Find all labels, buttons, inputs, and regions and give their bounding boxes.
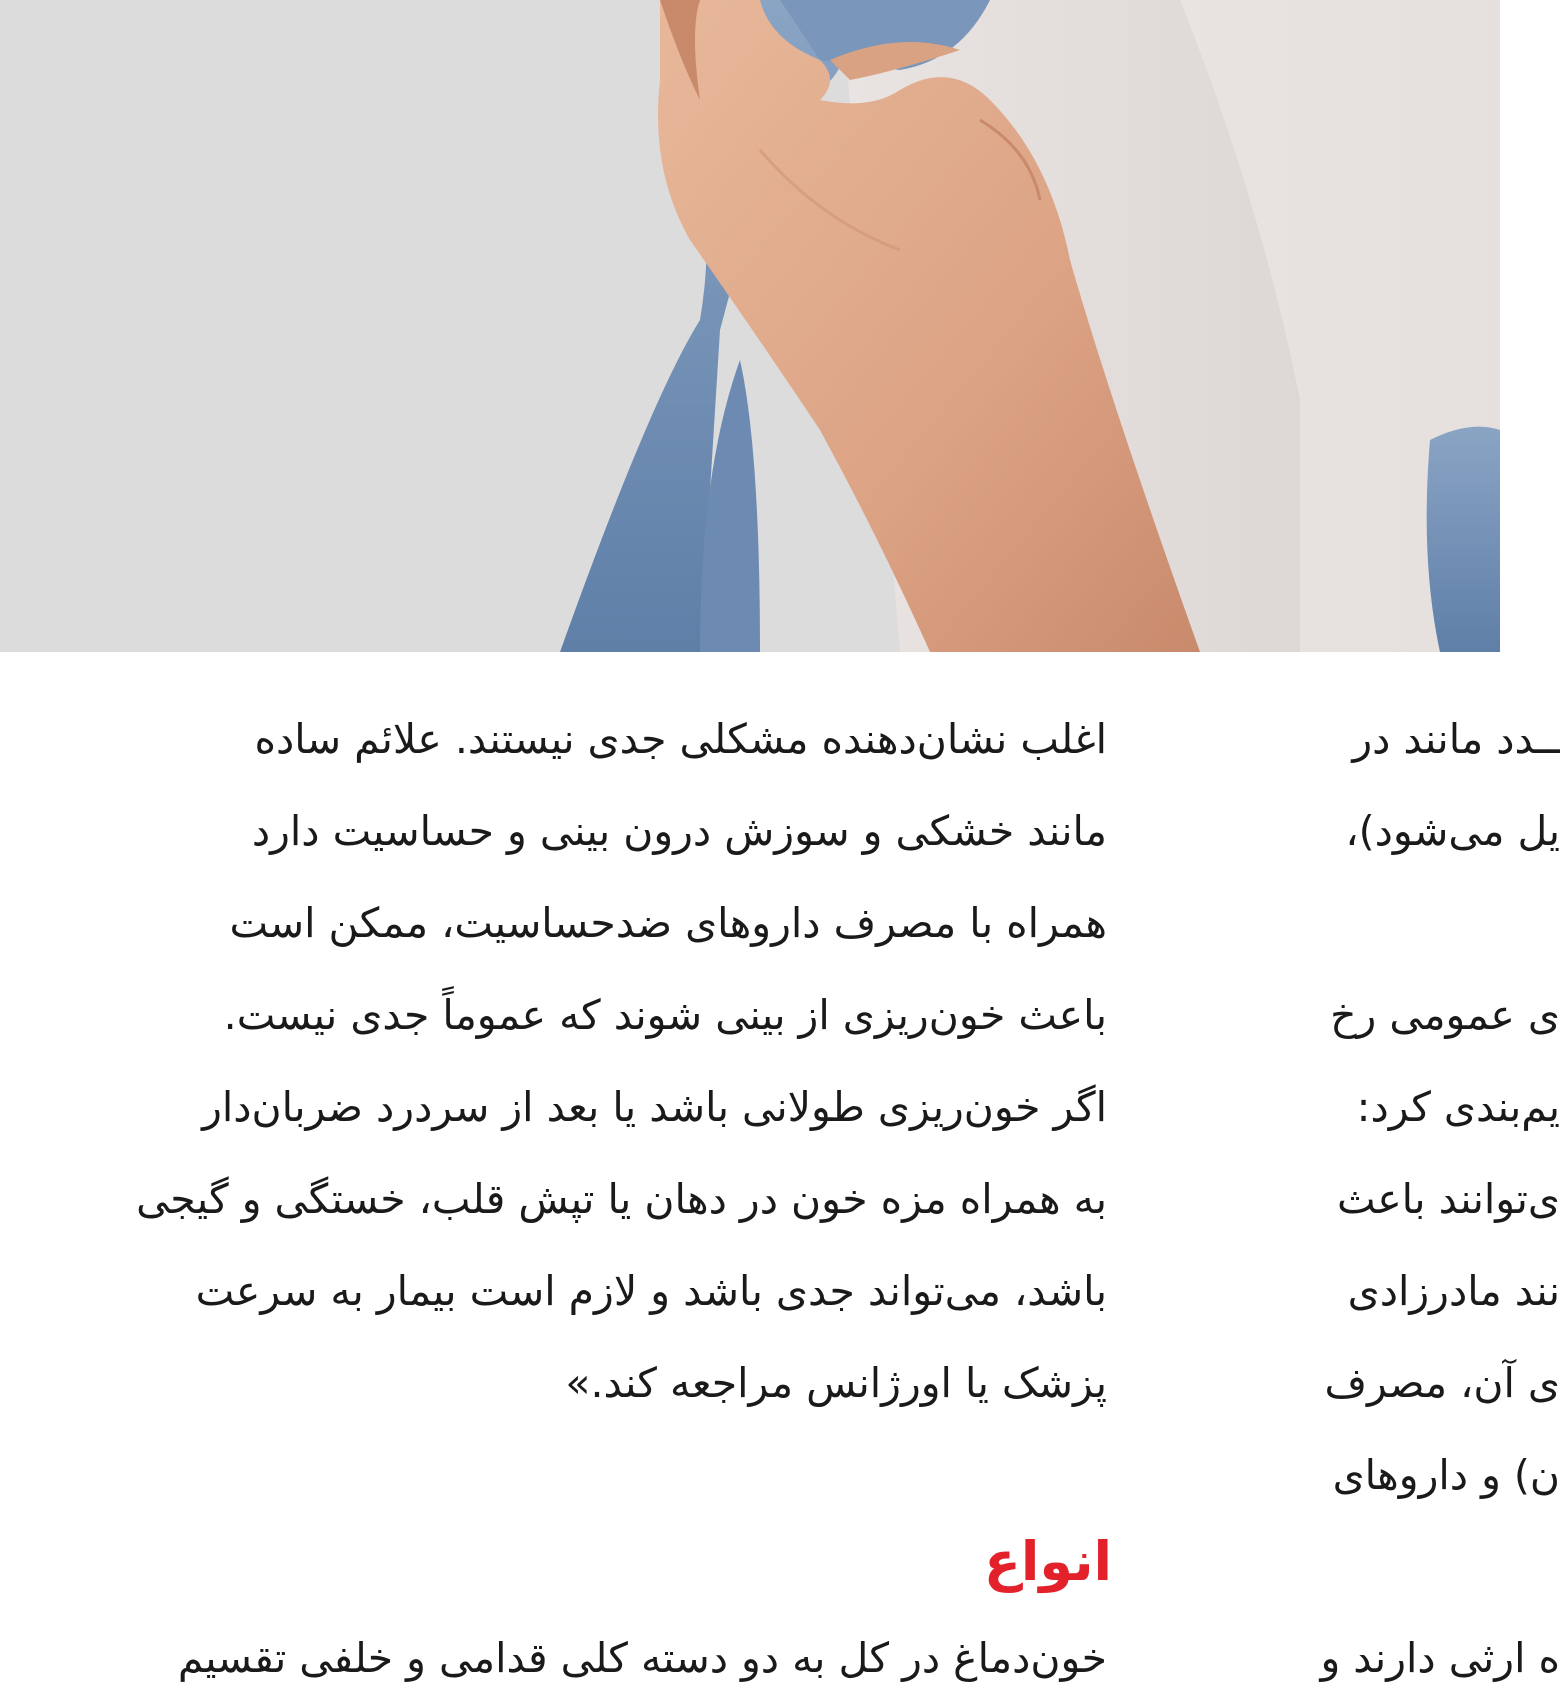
article-side-column	[1220, 693, 1560, 1521]
side-line-9: ن) و داروهای	[1332, 1451, 1560, 1499]
side-line-3	[1220, 877, 1560, 969]
main-line-last: خون‌دماغ در کل به دو دسته کلی قدامی و خلفی تقسیم	[177, 1634, 1107, 1682]
main-line-3: همراه با مصرف داروهای ضدحساسیت، ممکن است	[229, 899, 1107, 947]
main-line-5: اگر خون‌ریزی طولانی باشد یا بعد از سردرد ضربان‌دار	[202, 1083, 1107, 1131]
main-line-6: به همراه مزه خون در دهان یا تپش قلب، خستگی و گیجی	[136, 1175, 1107, 1223]
side-line-7: نند مادرزادی	[1347, 1267, 1560, 1315]
main-line-1: اغلب نشان‌دهنده مشکلی جدی نیستند. علائم ساده	[254, 715, 1107, 763]
side-line-6: ی‌توانند باعث	[1336, 1175, 1560, 1223]
side-line-1: ــدد مانند در	[1352, 715, 1560, 763]
side-line-4: ی عمومی رخ	[1330, 991, 1560, 1039]
side-line-last: ه ارثی دارند و	[1320, 1634, 1560, 1682]
main-line-7: باشد، می‌تواند جدی باشد و لازم است بیمار به سرعت	[195, 1267, 1107, 1315]
main-line-4: باعث خون‌ریزی از بینی شوند که عموماً جدی نیست.	[223, 991, 1107, 1039]
article-photo	[0, 0, 1500, 652]
side-line-2: یل می‌شود)،	[1345, 807, 1560, 855]
main-line-2: مانند خشکی و سوزش درون بینی و حساسیت دارد	[251, 807, 1107, 855]
side-line-5: یم‌بندی کرد:	[1356, 1083, 1560, 1131]
main-line-8: پزشک یا اورژانس مراجعه کند.»	[565, 1359, 1107, 1407]
article-main-column	[0, 693, 1107, 1429]
section-heading: انواع	[983, 1530, 1112, 1593]
side-line-8: ی آن، مصرف	[1324, 1359, 1560, 1407]
